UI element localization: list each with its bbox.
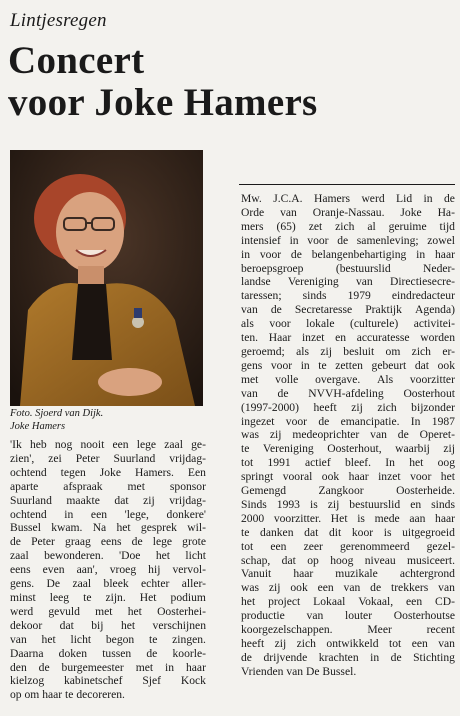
- text-line: de Peter graag eens de lege grote: [10, 535, 206, 549]
- portrait-illustration: [10, 150, 203, 406]
- text-line: ten. Haar inzet en accuratesse worden: [241, 331, 455, 345]
- text-line: ochtend tegen Joke Hamers. Een: [10, 465, 206, 479]
- text-line: Bussel kwam. Na het gesprek wil-: [10, 521, 206, 535]
- text-line: van de Secretaresse Praktijk Agenda): [241, 303, 455, 317]
- text-line: Vanuit haar muzikale achtergrond: [241, 567, 455, 581]
- text-line: productie van louter Oosterhoutse: [241, 609, 455, 623]
- text-line: springt vooral ook haar inzet voor het: [241, 470, 455, 484]
- text-line: Gemengd Zangkoor Oosterheide.: [241, 484, 455, 498]
- text-line: met volle overgave. Als voorzitter: [241, 372, 455, 386]
- text-line: op om haar te decoreren.: [10, 688, 125, 702]
- text-line: was zij ook een van de trekkers van: [241, 581, 455, 595]
- text-line: zien', zei Peter Suurland vrijdag-: [10, 451, 206, 465]
- text-line: tot een zeer gerenommeerd gezel-: [241, 539, 455, 553]
- text-line: was zij medeoprichter van de Operet-: [241, 428, 455, 442]
- text-line: Daarna doken tussen de koorle-: [10, 646, 206, 660]
- text-line: koorgezelschappen. Meer recent: [241, 623, 455, 637]
- text-line: Mw. J.C.A. Hamers werd Lid in de: [241, 192, 455, 205]
- text-line: beroepsgroep (bestuurslid Neder-: [241, 261, 455, 275]
- text-line: zaal bewonderen. 'Doe het licht: [10, 549, 206, 563]
- text-line: Suurland maakte dat zij vrijdag-: [10, 493, 206, 507]
- portrait-photo: [10, 150, 203, 406]
- headline: [8, 40, 458, 124]
- text-line: tot 1991 actief bleef. In het oog: [241, 456, 455, 470]
- text-line: kielzog kabinetschef Sjef Kock: [10, 674, 206, 688]
- text-line: den de burgemeester met in haar: [10, 660, 206, 674]
- text-line: ochtend in een 'lege, donkere': [10, 507, 206, 521]
- text-line: van het licht begon te zingen.: [10, 632, 206, 646]
- text-line: landse Vereniging van Directiesecre-: [241, 275, 455, 289]
- text-line: schap, dat op hoog niveau musiceert.: [241, 553, 455, 567]
- text-line: te danken dat dit koor is uitgegroeid: [241, 525, 455, 539]
- text-line: Orde van Oranje-Nassau. Joke Ha-: [241, 205, 455, 219]
- text-line: mers (65) zet zich al geruime tijd: [241, 219, 455, 233]
- text-line: ingezet voor de emancipatie. In 1987: [241, 414, 455, 428]
- text-line: eens even aan', vroeg hij vervol-: [10, 563, 206, 577]
- text-line: dekoor dat bij het verschijnen: [10, 618, 206, 632]
- photo-credit: Foto. Sjoerd van Dijk.: [10, 408, 104, 419]
- text-line: in voor de belangenbehartiging in haar: [241, 247, 455, 261]
- text-line: 2000 voorzitter. Het is mede aan haar: [241, 511, 455, 525]
- headline-line-2: voor Joke Hamers: [8, 81, 318, 124]
- text-line: het project Lokaal Vokaal, een CD-: [241, 595, 455, 609]
- photo-caption: [10, 408, 205, 433]
- text-line: 'Ik heb nog nooit een lege zaal ge-: [10, 438, 206, 451]
- text-line: intensief in voor de samenleving; zowel: [241, 233, 455, 247]
- right-column: [241, 192, 455, 679]
- text-line: werd gevuld met het Oosterhei-: [10, 604, 206, 618]
- text-line: geroemd; als zij besluit om zich er-: [241, 344, 455, 358]
- headline-line-1: Concert: [8, 39, 145, 82]
- text-line: taressen; sinds 1979 eindredacteur: [241, 289, 455, 303]
- text-line: de drijvende krachten in de Stichting: [241, 650, 455, 664]
- column-rule: [239, 184, 455, 185]
- text-line: te Vereniging Oosterhout, waarbij zij: [241, 442, 455, 456]
- kicker: Lintjesregen: [10, 10, 107, 31]
- text-line: als voor lokale (culturele) activitei-: [241, 317, 455, 331]
- text-line: (1997-2000) heeft zij zich bijzonder: [241, 400, 455, 414]
- text-line: Vrienden van De Bussel.: [241, 664, 357, 678]
- text-line: minst leeg te zijn. Het podium: [10, 590, 206, 604]
- left-column: [10, 438, 206, 702]
- photo-subject: Joke Hamers: [10, 420, 66, 432]
- text-line: aparte afspraak met sponsor: [10, 479, 206, 493]
- text-line: van de NVVH-afdeling Oosterhout: [241, 386, 455, 400]
- text-line: gens. De zaal bleek echter aller-: [10, 577, 206, 591]
- text-line: heeft zij zich ontwikkeld tot een van: [241, 637, 455, 650]
- text-line: gens voor in te zetten gebeurt dat ook: [241, 358, 455, 372]
- text-line: Sinds 1993 is zij bestuurslid en sinds: [241, 497, 455, 511]
